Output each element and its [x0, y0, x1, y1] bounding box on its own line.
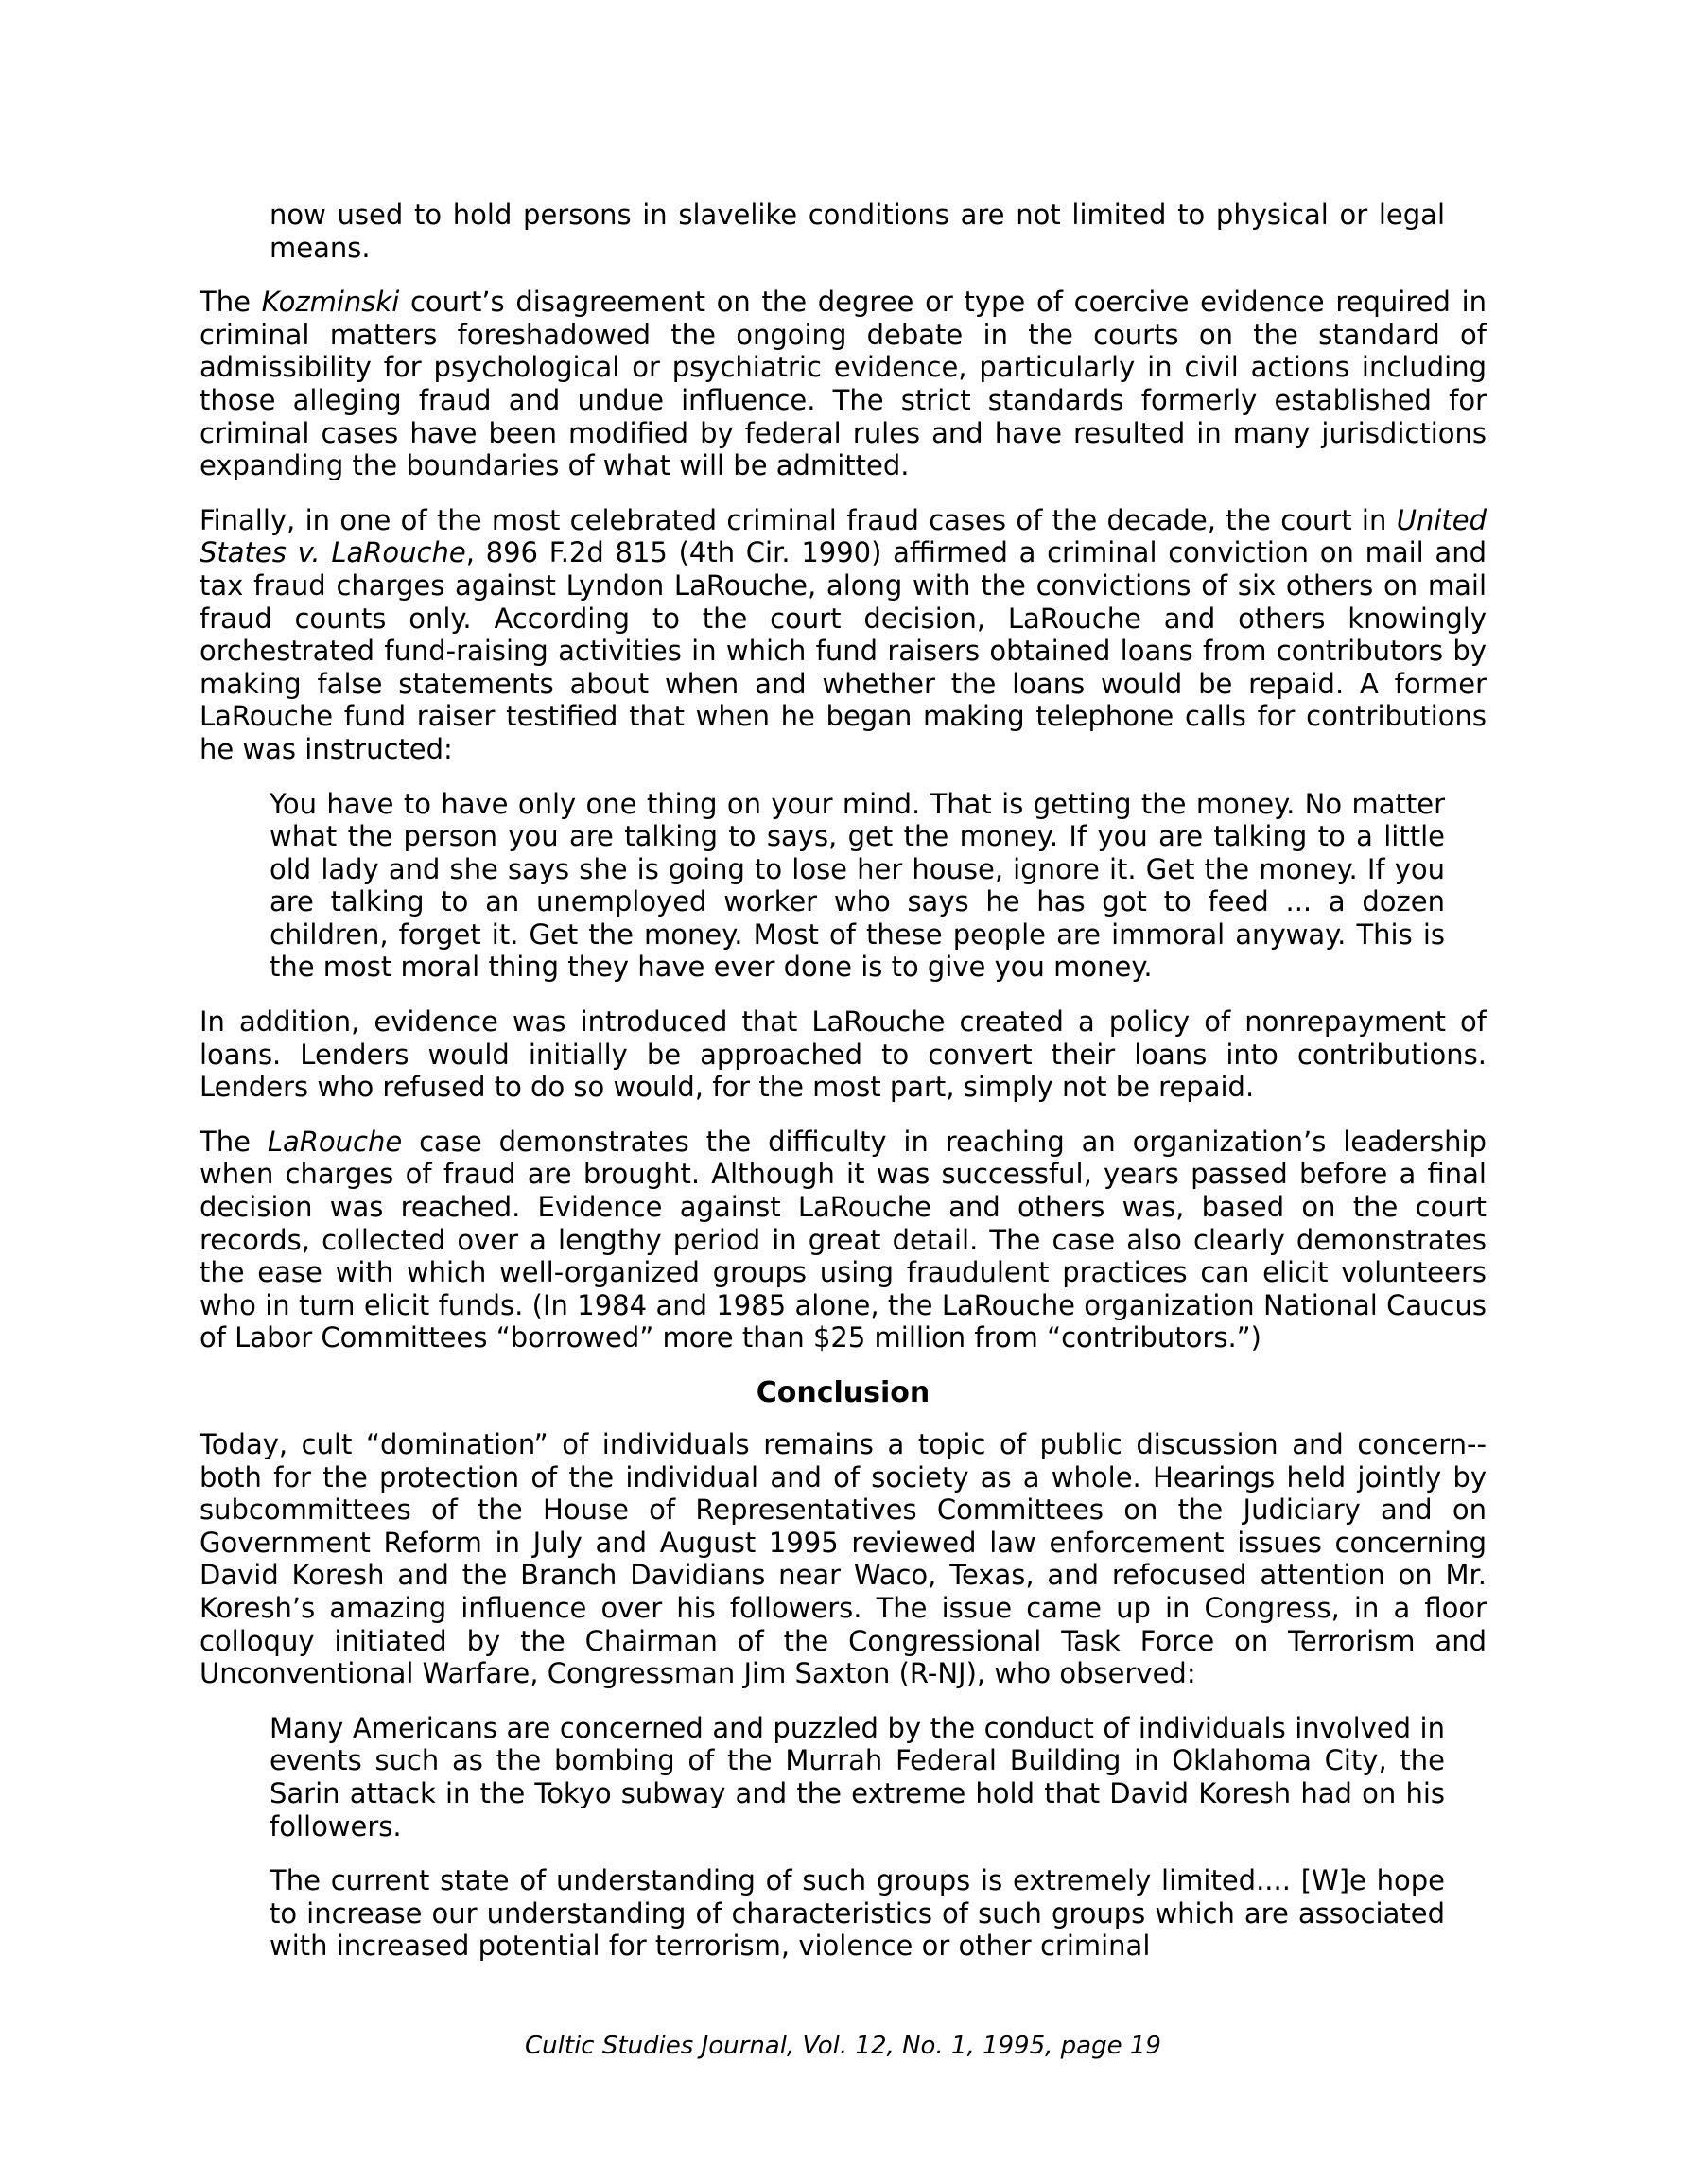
blockquote-slavelike-continuation: now used to hold persons in slavelike conditions are not limited to physical or legal means. [270, 199, 1445, 264]
paragraph-today-cult-domination: Today, cult “domination” of individuals remains a topic of public discussion and concern--both for the protection of the individual and of society as a whole. Hearings held jointly by subcommittees of the House of Representatives Committees on the Judiciary and on Government Reform in July and August 1995 reviewed law enforcement issues concerning David Koresh and the Branch Davidians near Waco, Texas, and refocused attention on Mr. Koresh’s amazing influence over his followers. The issue came up in Congress, in a floor colloquy initiated by the Chairman of the Congressional Task Force on Terrorism and Unconventional Warfare, Congressman Jim Saxton (R-NJ), who observed: [200, 1428, 1487, 1690]
paragraph-larouche-case-lessons [200, 1126, 1487, 1354]
text-run: , 896 F.2d 815 (4th Cir. 1990) affirmed a criminal conviction on mail and tax fraud charges against Lyndon LaRouche, along with the convictions of six others on mail fraud counts only. According to the court decision, LaRouche and others knowingly orchestrated fund-raising activities in which fund raisers obtained loans from contributors by making false statements about when and whether the loans would be repaid. A former LaRouche fund raiser testified that when he began making telephone calls for contributions he was instructed: [200, 536, 1487, 765]
case-name-larouche: LaRouche [267, 1125, 403, 1158]
paragraph-nonrepayment-policy: In addition, evidence was introduced that LaRouche created a policy of nonrepayment of loans. Lenders would initially be approached to convert their loans into contributions. Lenders who refused to do so would, for the most part, simply not be repaid. [200, 1005, 1487, 1104]
text-run: The [200, 286, 262, 319]
case-name-united-states-v-larouche: United States v. LaRouche [200, 503, 1487, 569]
paragraph-kozminski [200, 286, 1487, 482]
blockquote-current-state: The current state of understanding of such groups is extremely limited.... [W]e hope to increase our understanding of characteristics of such groups which are associated with increased potential for terrorism, violence or other criminal [270, 1864, 1445, 1963]
text-run: court’s disagreement on the degree or type of coercive evidence required in criminal matters foreshadowed the ongoing debate in the courts on the standard of admissibility for psychological or psychiatric evidence, particularly in civil actions including those alleging fraud and undue influence. The strict standards formerly established for criminal cases have been modified by federal rules and have resulted in many jurisdictions expanding the boundaries of what will be admitted. [200, 286, 1487, 482]
conclusion-heading: Conclusion [756, 1376, 930, 1409]
paragraph-larouche-conviction [200, 504, 1487, 766]
blockquote-many-americans: Many Americans are concerned and puzzled by the conduct of individuals involved in events such as the bombing of the Murrah Federal Building in Oklahoma City, the Sarin attack in the Tokyo subway and the extreme hold that David Koresh had on his followers. [270, 1711, 1445, 1843]
page-footer [200, 2031, 1487, 2061]
text-run: The [200, 1125, 268, 1158]
text-run: case demonstrates the difficulty in reaching an organization’s leadership when charges of fraud are brought. Although it was successful, years passed before a final decision was reached. Evidence against LaRouche and others was, based on the court records, collected over a lengthy period in great detail. The case also clearly demonstrates the ease with which well-organized groups using fraudulent practices can elicit volunteers who in turn elicit funds. (In 1984 and 1985 alone, the LaRouche organization National Caucus of Labor Committees “borrowed” more than $25 million from “contributors.”) [200, 1125, 1487, 1354]
text-run: Finally, in one of the most celebrated criminal fraud cases of the decade, the court in [200, 503, 1397, 536]
blockquote-get-the-money: You have to have only one thing on your mind. That is getting the money. No matter what the person you are talking to says, get the money. If you are talking to a little old lady and she says she is going to lose her house, ignore it. Get the money. If you are talking to an unemployed worker who says he has got to feed ... a dozen children, forget it. Get the money. Most of these people are immoral anyway. This is the most moral thing they have ever done is to give you money. [270, 787, 1445, 984]
case-name-kozminski: Kozminski [261, 286, 400, 319]
footer-citation: Cultic Studies Journal, Vol. 12, No. 1, 1995, page 19 [525, 2031, 1161, 2060]
